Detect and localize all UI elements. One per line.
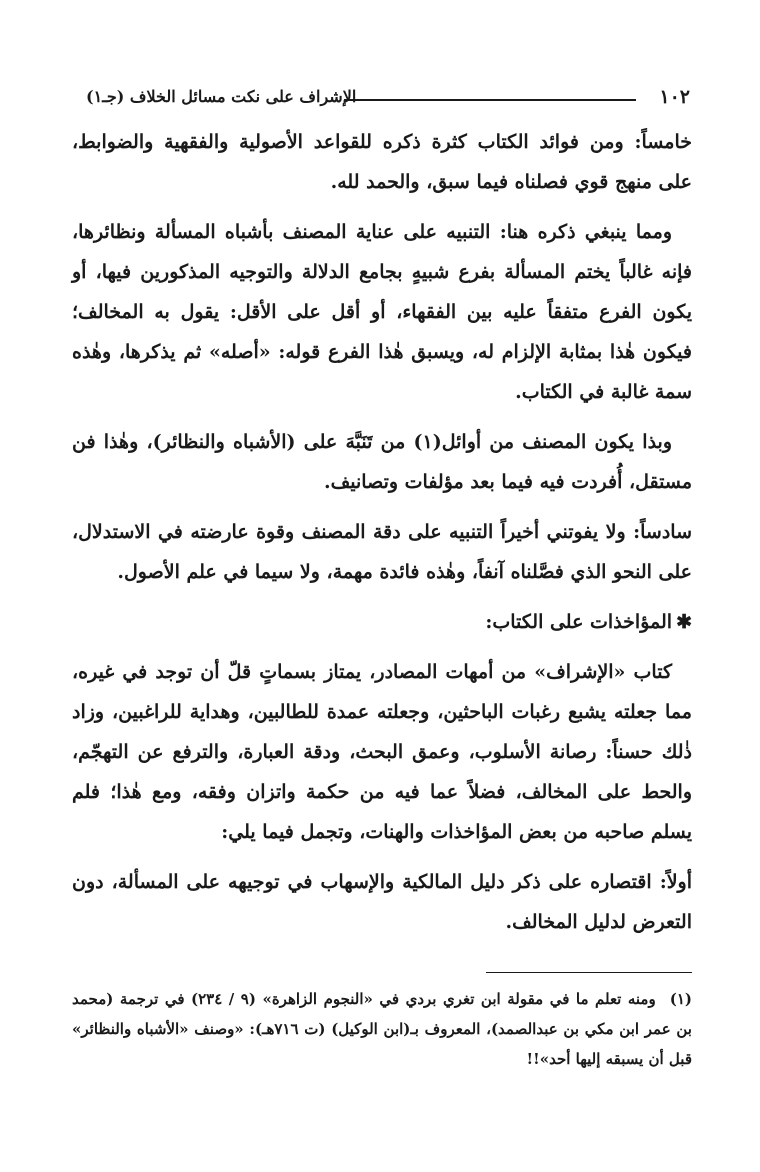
paragraph-sixth-point: سادساً: ولا يفوتني أخيراً التنبيه على دقة المصنف وقوة عارضته في الاستدلال، على النحو الذي فصَّلناه آنفاً، وهٰذه فائدة مهمة، ولا سيما في علم الأصول. bbox=[72, 521, 692, 583]
paragraph-first-criticism: أولاً: اقتصاره على ذكر دليل المالكية والإسهاب في توجيهه على المسألة، دون التعرض لدليل المخالف. bbox=[72, 871, 692, 933]
paragraph-book-overview: كتاب «الإشراف» من أمهات المصادر، يمتاز بسماتٍ قلّ أن توجد في غيره، مما جعلته يشبع رغبات الباحثين، وجعلته عمدة للطالبين، وهداية للراغبين، وزاد ذٰلك حسناً: رصانة الأسلوب، وعمق البحث، ودقة العبارة، والترفع عن التهجّم، والحط على المخالف، فضلاً عما فيه من حكمة واتزان وفقه، ومع هٰذا؛ فلم يسلم صاحبه من بعض المؤاخذات والهنات، وتجمل فيما يلي: bbox=[72, 661, 692, 843]
section-heading-text: المؤاخذات على الكتاب: bbox=[485, 611, 673, 633]
header-rule bbox=[344, 99, 636, 101]
section-heading-criticisms bbox=[72, 602, 692, 642]
footnote-marker: (١) bbox=[669, 990, 692, 1008]
footnote-rule bbox=[486, 972, 692, 973]
footnote-text: ومنه تعلم ما في مقولة ابن تغري بردي في «النجوم الزاهرة» (٩ / ٢٣٤) في ترجمة (محمد بن عمر ابن مكي بن عبدالصمد)، المعروف بـ(ابن الوكيل) (ت ٧١٦هـ): «وصنف «الأشباه والنظائر» قبل أن يسبقه إليها أحد»!! bbox=[72, 990, 692, 1068]
running-title: الإشراف على نكت مسائل الخلاف (جـ١) bbox=[86, 87, 357, 106]
paragraph-resemblances: ومما ينبغي ذكره هنا: التنبيه على عناية المصنف بأشباه المسألة ونظائرها، فإنه غالباً يختم المسألة بفرع شبيهٍ بجامع الدلالة والتوجيه المذكورين فيها، أو يكون الفرع متفقاً عليه بين الفقهاء، أو أقل على الأقل: يقول به المخالف؛ فيكون هٰذا بمثابة الإلزام له، ويسبق هٰذا الفرع قوله: «أصله» ثم يذكرها، وهٰذه سمة غالبة في الكتاب. bbox=[72, 221, 692, 403]
star-icon: ✱ bbox=[676, 611, 692, 633]
page-number: ١٠٢ bbox=[659, 86, 690, 108]
main-text bbox=[72, 122, 692, 952]
footnote bbox=[72, 984, 692, 1074]
running-header bbox=[86, 84, 690, 110]
paragraph-first-to-note: وبذا يكون المصنف من أوائل(١) من تَنَبَّهَ على (الأشباه والنظائر)، وهٰذا فن مستقل، أُفردت فيه فيما بعد مؤلفات وتصانيف. bbox=[72, 431, 692, 493]
paragraph-fifth-point: خامساً: ومن فوائد الكتاب كثرة ذكره للقواعد الأصولية والفقهية والضوابط، على منهج قوي فصلناه فيما سبق، والحمد لله. bbox=[72, 131, 692, 193]
